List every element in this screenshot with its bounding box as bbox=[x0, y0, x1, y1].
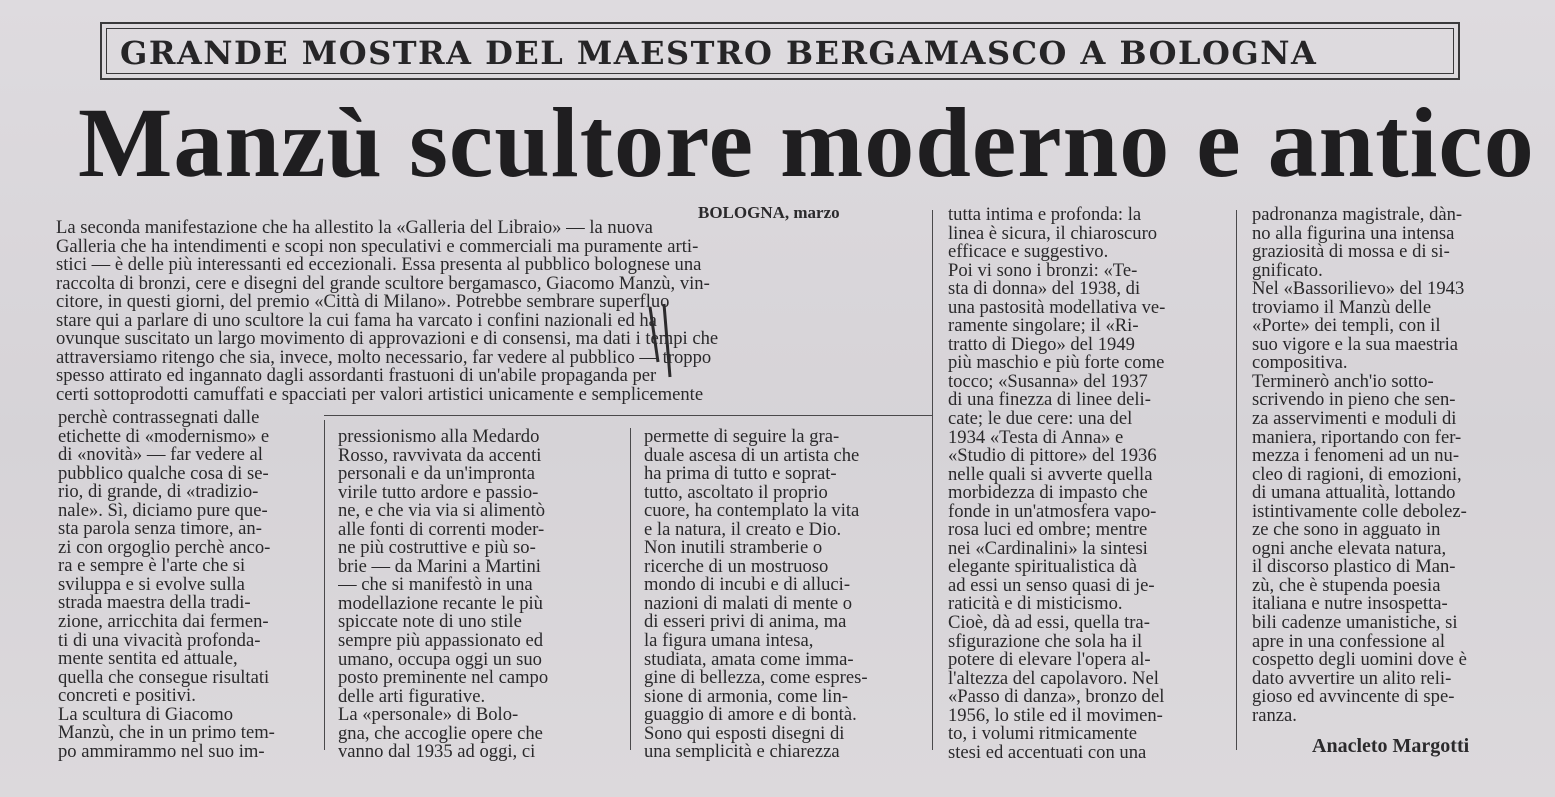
text-line: e la natura, il creato e Dio. bbox=[644, 520, 842, 540]
text-line: gna, che accoglie opere che bbox=[338, 724, 543, 744]
text-line: sfigurazione che sola ha il bbox=[948, 632, 1143, 652]
text-line: ne più costruttive e più so- bbox=[338, 539, 536, 558]
text-line: fonde in un'atmosfera vapo- bbox=[948, 502, 1157, 522]
text-line: linea è sicura, il chiaroscuro bbox=[948, 224, 1158, 244]
text-line: ze che sono in agguato in bbox=[1252, 521, 1441, 540]
text-line: ha prima di tutto e soprat- bbox=[644, 465, 837, 484]
text-line: l'altezza del capolavoro. Nel bbox=[948, 669, 1159, 689]
text-line: efficace e suggestivo. bbox=[948, 243, 1109, 262]
text-line: una semplicità e chiarezza bbox=[644, 743, 840, 762]
text-line: 1934 «Testa di Anna» e bbox=[948, 428, 1124, 448]
text-line: di «novità» — far vedere al bbox=[58, 446, 263, 465]
text-line: La seconda manifestazione che ha allestito la «Galleria del Libraio» — la nuova bbox=[56, 219, 653, 238]
text-line: cate; le due cere: una del bbox=[948, 410, 1133, 429]
text-line: Nel «Bassorilievo» del 1943 bbox=[1252, 280, 1465, 299]
text-line: po ammirammo nel suo im- bbox=[58, 742, 265, 762]
text-line: tocco; «Susanna» del 1937 bbox=[948, 372, 1148, 392]
text-line: cospetto degli uomini dove è bbox=[1252, 651, 1467, 670]
text-line: Non inutili stramberie o bbox=[644, 539, 823, 558]
text-line: ogni anche elevata natura, bbox=[1252, 539, 1447, 559]
text-line: guaggio di amore e di bontà. bbox=[644, 706, 857, 725]
column-rule bbox=[630, 428, 631, 750]
text-line: tutta intima e profonda: la bbox=[948, 206, 1142, 225]
text-line: concreti e positivi. bbox=[58, 687, 196, 706]
text-line: di umana attualità, lottando bbox=[1252, 484, 1456, 503]
text-line: posto preminente nel campo bbox=[338, 669, 549, 688]
author-signature: Anacleto Margotti bbox=[1312, 735, 1470, 757]
text-line: to, i volumi ritmicamente bbox=[948, 725, 1137, 744]
text-line: mezza i fenomeni ad un nu- bbox=[1252, 447, 1460, 466]
text-line: «Studio di pittore» del 1936 bbox=[948, 447, 1157, 466]
dateline: BOLOGNA, marzo bbox=[698, 203, 840, 222]
text-line: sviluppa e si evolve sulla bbox=[58, 575, 245, 595]
text-line: pressionismo alla Medardo bbox=[338, 428, 540, 447]
text-line: citore, in questi giorni, del premio «Città di Milano». Potrebbe sembrare superfluo bbox=[56, 293, 670, 312]
text-line: dato avvertire un alito reli- bbox=[1252, 669, 1452, 689]
text-line: pubblico qualche cosa di se- bbox=[58, 464, 269, 484]
text-line: la figura umana intesa, bbox=[644, 632, 814, 651]
text-line: suo vigore e la sua maestria bbox=[1252, 335, 1459, 355]
text-line: alle fonti di correnti moder- bbox=[338, 520, 545, 540]
text-line: stare qui a parlare di uno scultore la cui fama ha varcato i confini nazionali ed ha bbox=[56, 311, 657, 331]
text-line: La scultura di Giacomo bbox=[58, 705, 234, 725]
text-line: etichette di «modernismo» e bbox=[58, 427, 270, 447]
column-rule bbox=[324, 420, 325, 750]
column-rule bbox=[1236, 210, 1237, 750]
text-line: sempre più appassionato ed bbox=[338, 632, 543, 651]
text-line: ranza. bbox=[1252, 706, 1297, 726]
text-line: raccolta di bronzi, cere e disegni del grande scultore bergamasco, Giacomo Manzù, vin- bbox=[56, 274, 710, 294]
text-line: graziosità di mossa e di si- bbox=[1252, 243, 1450, 262]
text-line: Cioè, dà ad essi, quella tra- bbox=[948, 614, 1150, 633]
text-line: studiata, amata come imma- bbox=[644, 650, 854, 670]
text-line: rosa luci ed ombre; mentre bbox=[948, 521, 1148, 540]
text-line: spiccate note di uno stile bbox=[338, 613, 522, 633]
kicker-headline: GRANDE MOSTRA DEL MAESTRO BERGAMASCO A BOLOGNA bbox=[120, 34, 1318, 72]
text-line: compositiva. bbox=[1252, 354, 1348, 373]
text-line: italiana e nutre insospetta- bbox=[1252, 595, 1448, 615]
text-line: maniera, riportando con fer- bbox=[1252, 428, 1462, 448]
text-line: mondo di incubi e di alluci- bbox=[644, 576, 851, 595]
text-line: scrivendo in pieno che sen- bbox=[1252, 391, 1456, 411]
text-line: sta di donna» del 1938, di bbox=[948, 280, 1141, 299]
text-line: modellazione recante le più bbox=[338, 594, 543, 614]
text-line: apre in una confessione al bbox=[1252, 632, 1446, 652]
text-line: nei «Cardinalini» la sintesi bbox=[948, 539, 1148, 559]
text-line: zi con orgoglio perchè anco- bbox=[58, 538, 271, 558]
text-line: troviamo il Manzù delle bbox=[1252, 298, 1432, 318]
column-rule bbox=[932, 210, 933, 750]
text-line: quella che consegue risultati bbox=[58, 668, 270, 688]
text-line: bili cadenze umanistiche, si bbox=[1252, 614, 1458, 633]
text-line: personali e da un'impronta bbox=[338, 465, 535, 484]
column-5 bbox=[1252, 206, 1528, 725]
text-line: La «personale» di Bolo- bbox=[338, 706, 519, 725]
text-line: morbidezza di impasto che bbox=[948, 484, 1148, 503]
text-line: cuore, ha contemplato la vita bbox=[644, 502, 860, 521]
text-line: sione di armonia, come lin- bbox=[644, 687, 848, 707]
text-line: gioso ed avvincente di spe- bbox=[1252, 688, 1455, 707]
text-line: ricerche di un mostruoso bbox=[644, 557, 829, 577]
text-line: no alla figurina una intensa bbox=[1252, 224, 1455, 244]
text-line: za asservimenti e moduli di bbox=[1252, 410, 1457, 429]
text-line: virile tutto ardore e passio- bbox=[338, 483, 539, 503]
text-line: duale ascesa di un artista che bbox=[644, 446, 860, 466]
column-3 bbox=[644, 428, 922, 762]
text-line: stesi ed accentuati con una bbox=[948, 743, 1147, 763]
text-line: brie — da Marini a Martini bbox=[338, 557, 541, 577]
text-line: ovunque suscitato un largo movimento di approvazioni e di consensi, ma dati i tempi che bbox=[56, 330, 719, 349]
text-line: ad essi un senso quasi di je- bbox=[948, 576, 1155, 596]
text-line: più maschio e più forte come bbox=[948, 354, 1165, 373]
text-line: raticità e di misticismo. bbox=[948, 595, 1123, 615]
text-line: permette di seguire la gra- bbox=[644, 428, 840, 447]
text-line: nale». Sì, diciamo pure que- bbox=[58, 501, 268, 521]
text-line: strada maestra della tradi- bbox=[58, 594, 251, 614]
text-line: di esseri privi di anima, ma bbox=[644, 613, 847, 633]
text-line: cleo di ragioni, di emozioni, bbox=[1252, 465, 1462, 485]
text-line: tutto, ascoltato il proprio bbox=[644, 483, 828, 503]
text-line: «Passo di danza», bronzo del bbox=[948, 688, 1165, 707]
text-line: gine di bellezza, come espres- bbox=[644, 669, 868, 688]
text-line: rio, di grande, di «tradizio- bbox=[58, 483, 259, 502]
text-line: una pastosità modellativa ve- bbox=[948, 298, 1166, 318]
column-4 bbox=[948, 206, 1224, 762]
text-line: tratto di Diego» del 1949 bbox=[948, 335, 1135, 355]
text-line: Galleria che ha intendimenti e scopi non speculativi e commerciali ma puramente arti- bbox=[56, 237, 699, 257]
text-line: di una finezza di linee deli- bbox=[948, 391, 1151, 411]
text-line: — che si manifestò in una bbox=[338, 576, 533, 595]
text-line: umano, occupa oggi un suo bbox=[338, 650, 542, 670]
text-line: 1956, lo stile ed il movimen- bbox=[948, 706, 1163, 726]
text-line: stici — è delle più interessanti ed eccezionali. Essa presenta al pubblico bolognese una bbox=[56, 256, 702, 275]
lead-rule bbox=[324, 415, 932, 416]
text-line: elegante spiritualistica dà bbox=[948, 558, 1137, 577]
text-line: Rosso, ravvivata da accenti bbox=[338, 446, 542, 466]
text-line: certi sottoprodotti camuffati e spacciati per valori artistici unicamente e semplicemente bbox=[56, 385, 704, 405]
text-line: ra e sempre è l'arte che si bbox=[58, 557, 246, 576]
lead-paragraph bbox=[56, 219, 922, 404]
text-line: delle arti figurative. bbox=[338, 687, 486, 707]
text-line: Terminerò anch'io sotto- bbox=[1252, 372, 1434, 392]
text-line: zione, arricchita dai fermen- bbox=[58, 613, 269, 632]
main-headline: Manzù scultore moderno e antico bbox=[78, 87, 1535, 198]
text-line: perchè contrassegnati dalle bbox=[58, 409, 260, 428]
text-line: nelle quali si avverte quella bbox=[948, 465, 1153, 485]
text-line: Poi vi sono i bronzi: «Te- bbox=[948, 261, 1138, 281]
text-line: sta parola senza timore, an- bbox=[58, 520, 262, 539]
text-line: ti di una vivacità profonda- bbox=[58, 631, 261, 651]
text-line: spesso attirato ed ingannato dagli assordanti frastuoni di un'abile propaganda per bbox=[56, 367, 657, 386]
text-line: ne, e che via via si alimentò bbox=[338, 502, 546, 521]
text-line: «Porte» dei templi, con il bbox=[1252, 317, 1441, 336]
text-line: istintivamente colle debolez- bbox=[1252, 502, 1467, 522]
text-line: Manzù, che in un primo tem- bbox=[58, 724, 275, 743]
column-2 bbox=[338, 428, 618, 762]
column-1 bbox=[58, 409, 312, 761]
text-line: padronanza magistrale, dàn- bbox=[1252, 206, 1463, 225]
text-line: gnificato. bbox=[1252, 261, 1323, 281]
text-line: il discorso plastico di Man- bbox=[1252, 558, 1456, 577]
text-line: attraversiamo ritengo che sia, invece, molto necessario, far vedere al pubblico — troppo bbox=[56, 348, 712, 368]
handwritten-mark bbox=[640, 302, 680, 382]
text-line: Sono qui esposti disegni di bbox=[644, 724, 845, 744]
text-line: mente sentita ed attuale, bbox=[58, 650, 238, 669]
text-line: zù, che è stupenda poesia bbox=[1252, 576, 1441, 596]
text-line: nazioni di malati di mente o bbox=[644, 594, 853, 614]
text-line: vanno dal 1935 ad oggi, ci bbox=[338, 743, 536, 762]
text-line: potere di elevare l'opera al- bbox=[948, 651, 1151, 670]
text-line: ramente singolare; il «Ri- bbox=[948, 317, 1139, 336]
